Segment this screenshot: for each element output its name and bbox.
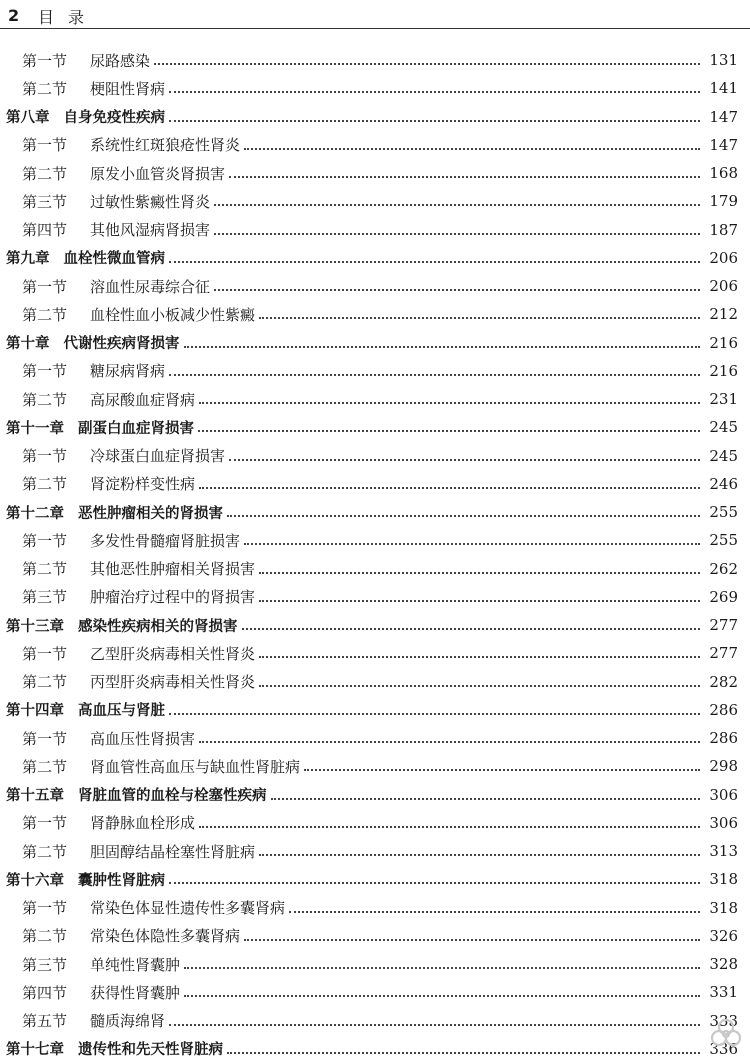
header-title: 目录 bbox=[38, 8, 99, 27]
toc-entry-page-number: 255 bbox=[709, 531, 738, 550]
toc-entry-page-number: 255 bbox=[709, 503, 738, 522]
toc-entry-title: 副蛋白血症肾损害 bbox=[78, 420, 194, 437]
toc-section-row[interactable] bbox=[0, 583, 750, 611]
dot-leader bbox=[169, 713, 700, 715]
toc-section-row[interactable] bbox=[0, 159, 750, 187]
dot-leader bbox=[244, 148, 700, 150]
toc-entry-page-number: 212 bbox=[709, 305, 738, 324]
toc-entry-page-number: 328 bbox=[709, 955, 738, 974]
toc-entry-label: 第九章 bbox=[6, 251, 50, 268]
toc-entry-label: 第一节 bbox=[22, 814, 68, 833]
dot-leader bbox=[199, 741, 700, 743]
dot-leader bbox=[242, 628, 701, 630]
toc-entry-label: 第四节 bbox=[22, 983, 68, 1002]
toc-entry-page-number: 306 bbox=[709, 785, 738, 804]
toc-entry-page-number: 245 bbox=[709, 418, 738, 437]
toc-entry-page-number: 313 bbox=[709, 842, 738, 861]
toc-entry-page-number: 168 bbox=[709, 164, 738, 183]
toc-entry-page-number: 179 bbox=[709, 192, 738, 211]
toc-entry-title: 肾淀粉样变性病 bbox=[90, 475, 196, 494]
toc-entry-label: 第十四章 bbox=[6, 703, 64, 720]
toc-section-row[interactable] bbox=[0, 555, 750, 583]
toc-entry-label: 第一节 bbox=[22, 531, 68, 550]
toc-section-row[interactable] bbox=[0, 894, 750, 922]
toc-entry-title: 高尿酸血症肾病 bbox=[90, 390, 196, 409]
dot-leader bbox=[271, 798, 701, 800]
toc-entry-title: 血栓性微血管病 bbox=[63, 251, 165, 268]
toc-entry-page-number: 147 bbox=[709, 107, 738, 126]
toc-entry-title: 冷球蛋白血症肾损害 bbox=[90, 447, 226, 466]
toc-entry-title: 原发小血管炎肾损害 bbox=[90, 164, 226, 183]
dot-leader bbox=[184, 995, 700, 997]
header-page-number: 2 bbox=[8, 6, 20, 25]
biohazard-watermark-icon bbox=[708, 1015, 744, 1051]
toc-entry-title: 髓质海绵肾 bbox=[90, 1012, 166, 1031]
dot-leader bbox=[199, 402, 700, 404]
toc-entry-label: 第二节 bbox=[22, 305, 68, 324]
dot-leader bbox=[227, 515, 700, 517]
dot-leader bbox=[169, 374, 700, 376]
toc-section-row[interactable] bbox=[0, 216, 750, 244]
toc-chapter-row[interactable] bbox=[0, 696, 750, 724]
toc-entry-title: 高血压与肾脏 bbox=[78, 703, 165, 720]
toc-entry-label: 第十一章 bbox=[6, 420, 64, 437]
toc-entry-label: 第十五章 bbox=[6, 788, 64, 805]
dot-leader bbox=[259, 572, 700, 574]
toc-entry-page-number: 141 bbox=[709, 79, 738, 98]
dot-leader bbox=[304, 769, 700, 771]
toc-entry-label: 第一节 bbox=[22, 51, 68, 70]
toc-chapter-row[interactable] bbox=[0, 781, 750, 809]
toc-chapter-row[interactable] bbox=[0, 611, 750, 639]
toc-entry-page-number: 277 bbox=[709, 616, 738, 635]
toc-entry-label: 第八章 bbox=[6, 110, 50, 127]
toc-entry-title: 肿瘤治疗过程中的肾损害 bbox=[90, 588, 256, 607]
toc-section-row[interactable] bbox=[0, 1007, 750, 1035]
toc-entry-label: 第一节 bbox=[22, 899, 68, 918]
toc-entry-label: 第五节 bbox=[22, 1012, 68, 1031]
toc-entry-page-number: 318 bbox=[709, 870, 738, 889]
toc-entry-page-number: 131 bbox=[709, 51, 738, 70]
toc-section-row[interactable] bbox=[0, 442, 750, 470]
toc-entry-page-number: 206 bbox=[709, 248, 738, 267]
toc-chapter-row[interactable] bbox=[0, 865, 750, 893]
toc-chapter-row[interactable] bbox=[0, 244, 750, 272]
toc-entry-title: 遗传性和先天性肾脏病 bbox=[78, 1042, 223, 1059]
toc-entry-page-number: 245 bbox=[709, 446, 738, 465]
toc-section-row[interactable] bbox=[0, 639, 750, 667]
toc-entry-title: 肾脏血管的血栓与栓塞性疾病 bbox=[78, 788, 267, 805]
toc-entry-page-number: 286 bbox=[709, 700, 738, 719]
toc-entry-label: 第十二章 bbox=[6, 505, 64, 522]
toc-entry-title: 获得性肾囊肿 bbox=[90, 983, 181, 1002]
toc-entry-page-number: 147 bbox=[709, 135, 738, 154]
dot-leader bbox=[244, 939, 700, 941]
toc-entry-label: 第一节 bbox=[22, 136, 68, 155]
dot-leader bbox=[214, 289, 700, 291]
toc-entry-title: 乙型肝炎病毒相关性肾炎 bbox=[90, 644, 256, 663]
dot-leader bbox=[169, 261, 700, 263]
toc-entry-title: 梗阻性肾病 bbox=[90, 79, 166, 98]
toc-section-row[interactable] bbox=[0, 187, 750, 215]
page-header bbox=[0, 0, 750, 29]
toc-entry-label: 第四节 bbox=[22, 221, 68, 240]
dot-leader bbox=[169, 882, 700, 884]
toc-entry-page-number: 333 bbox=[709, 1011, 738, 1030]
toc-section-row[interactable] bbox=[0, 385, 750, 413]
toc-entry-title: 多发性骨髓瘤肾脏损害 bbox=[90, 531, 241, 550]
toc-entry-page-number: 231 bbox=[709, 390, 738, 409]
toc-entry-page-number: 318 bbox=[709, 898, 738, 917]
toc-entry-title: 常染色体显性遗传性多囊肾病 bbox=[90, 899, 286, 918]
toc-entry-title: 常染色体隐性多囊肾病 bbox=[90, 927, 241, 946]
toc-entry-title: 胆固醇结晶栓塞性肾脏病 bbox=[90, 842, 256, 861]
toc-entry-page-number: 246 bbox=[709, 474, 738, 493]
dot-leader bbox=[214, 204, 700, 206]
toc-entry-title: 系统性红斑狼疮性肾炎 bbox=[90, 136, 241, 155]
toc-section-row[interactable] bbox=[0, 131, 750, 159]
dot-leader bbox=[169, 1024, 700, 1026]
toc-entry-title: 感染性疾病相关的肾损害 bbox=[78, 618, 238, 635]
dot-leader bbox=[229, 176, 700, 178]
toc-entry-label: 第一节 bbox=[22, 277, 68, 296]
toc-entry-label: 第十七章 bbox=[6, 1042, 64, 1059]
toc-entry-label: 第一节 bbox=[22, 644, 68, 663]
toc-entry-title: 恶性肿瘤相关的肾损害 bbox=[78, 505, 223, 522]
toc-section-row[interactable] bbox=[0, 46, 750, 74]
toc-entry-title: 高血压性肾损害 bbox=[90, 729, 196, 748]
toc-entry-label: 第二节 bbox=[22, 79, 68, 98]
dot-leader bbox=[259, 317, 700, 319]
toc-section-row[interactable] bbox=[0, 978, 750, 1006]
toc-entry-page-number: 216 bbox=[709, 361, 738, 380]
toc-entry-page-number: 286 bbox=[709, 729, 738, 748]
dot-leader bbox=[199, 487, 700, 489]
toc-section-row[interactable] bbox=[0, 74, 750, 102]
toc-entry-page-number: 262 bbox=[709, 559, 738, 578]
toc-entry-label: 第二节 bbox=[22, 475, 68, 494]
toc-entry-page-number: 331 bbox=[709, 983, 738, 1002]
toc-section-row[interactable] bbox=[0, 272, 750, 300]
toc-section-row[interactable] bbox=[0, 470, 750, 498]
toc-entry-page-number: 298 bbox=[709, 757, 738, 776]
toc-entry-title: 溶血性尿毒综合征 bbox=[90, 277, 211, 296]
toc-entry-label: 第三节 bbox=[22, 192, 68, 211]
toc-entry-page-number: 282 bbox=[709, 672, 738, 691]
dot-leader bbox=[198, 430, 700, 432]
toc-entry-title: 囊肿性肾脏病 bbox=[78, 872, 165, 889]
toc-entry-page-number: 269 bbox=[709, 587, 738, 606]
dot-leader bbox=[169, 91, 700, 93]
toc-entry-label: 第十六章 bbox=[6, 872, 64, 889]
toc-entry-title: 糖尿病肾病 bbox=[90, 362, 166, 381]
toc-entry-label: 第二节 bbox=[22, 390, 68, 409]
toc-entry-label: 第一节 bbox=[22, 362, 68, 381]
toc-entry-title: 自身免疫性疾病 bbox=[63, 110, 165, 127]
toc-entry-label: 第一节 bbox=[22, 729, 68, 748]
toc-entry-title: 丙型肝炎病毒相关性肾炎 bbox=[90, 673, 256, 692]
toc-section-row[interactable] bbox=[0, 668, 750, 696]
toc-chapter-row[interactable] bbox=[0, 103, 750, 131]
toc-entry-label: 第二节 bbox=[22, 927, 68, 946]
dot-leader bbox=[199, 826, 700, 828]
toc-section-row[interactable] bbox=[0, 922, 750, 950]
toc-entry-label: 第二节 bbox=[22, 757, 68, 776]
toc-chapter-row[interactable] bbox=[0, 329, 750, 357]
toc-section-row[interactable] bbox=[0, 526, 750, 554]
toc-entry-label: 第十三章 bbox=[6, 618, 64, 635]
dot-leader bbox=[259, 685, 700, 687]
dot-leader bbox=[244, 543, 700, 545]
toc-entry-label: 第二节 bbox=[22, 673, 68, 692]
toc-entry-title: 过敏性紫癜性肾炎 bbox=[90, 192, 211, 211]
table-of-contents bbox=[0, 46, 750, 1063]
dot-leader bbox=[259, 600, 700, 602]
toc-entry-title: 代谢性疾病肾损害 bbox=[63, 336, 180, 353]
toc-entry-title: 肾静脉血栓形成 bbox=[90, 814, 196, 833]
toc-entry-label: 第二节 bbox=[22, 164, 68, 183]
toc-entry-page-number: 206 bbox=[709, 277, 738, 296]
toc-section-row[interactable] bbox=[0, 950, 750, 978]
toc-entry-page-number: 336 bbox=[709, 1039, 738, 1058]
toc-entry-label: 第十章 bbox=[6, 336, 50, 353]
toc-chapter-row[interactable] bbox=[0, 498, 750, 526]
dot-leader bbox=[169, 120, 700, 122]
toc-entry-page-number: 216 bbox=[709, 333, 738, 352]
toc-section-row[interactable] bbox=[0, 724, 750, 752]
toc-entry-label: 第三节 bbox=[22, 955, 68, 974]
dot-leader bbox=[154, 63, 700, 65]
toc-chapter-row[interactable] bbox=[0, 413, 750, 441]
toc-entry-label: 第二节 bbox=[22, 560, 68, 579]
dot-leader bbox=[184, 346, 701, 348]
dot-leader bbox=[289, 911, 700, 913]
toc-section-row[interactable] bbox=[0, 809, 750, 837]
toc-entry-label: 第三节 bbox=[22, 588, 68, 607]
toc-entry-page-number: 306 bbox=[709, 813, 738, 832]
toc-section-row[interactable] bbox=[0, 357, 750, 385]
toc-entry-page-number: 277 bbox=[709, 644, 738, 663]
dot-leader bbox=[259, 656, 700, 658]
toc-section-row[interactable] bbox=[0, 752, 750, 780]
toc-entry-title: 肾血管性高血压与缺血性肾脏病 bbox=[90, 757, 301, 776]
toc-entry-title: 其他风湿病肾损害 bbox=[90, 221, 211, 240]
toc-entry-label: 第一节 bbox=[22, 447, 68, 466]
dot-leader bbox=[214, 233, 700, 235]
toc-section-row[interactable] bbox=[0, 300, 750, 328]
dot-leader bbox=[229, 459, 700, 461]
toc-entry-title: 其他恶性肿瘤相关肾损害 bbox=[90, 560, 256, 579]
toc-entry-title: 血栓性血小板减少性紫癜 bbox=[90, 305, 256, 324]
dot-leader bbox=[227, 1052, 700, 1054]
toc-section-row[interactable] bbox=[0, 837, 750, 865]
dot-leader bbox=[259, 854, 700, 856]
toc-entry-title: 单纯性肾囊肿 bbox=[90, 955, 181, 974]
dot-leader bbox=[184, 967, 700, 969]
toc-entry-page-number: 187 bbox=[709, 220, 738, 239]
toc-entry-label: 第二节 bbox=[22, 842, 68, 861]
toc-entry-page-number: 326 bbox=[709, 926, 738, 945]
toc-entry-title: 尿路感染 bbox=[90, 51, 151, 70]
